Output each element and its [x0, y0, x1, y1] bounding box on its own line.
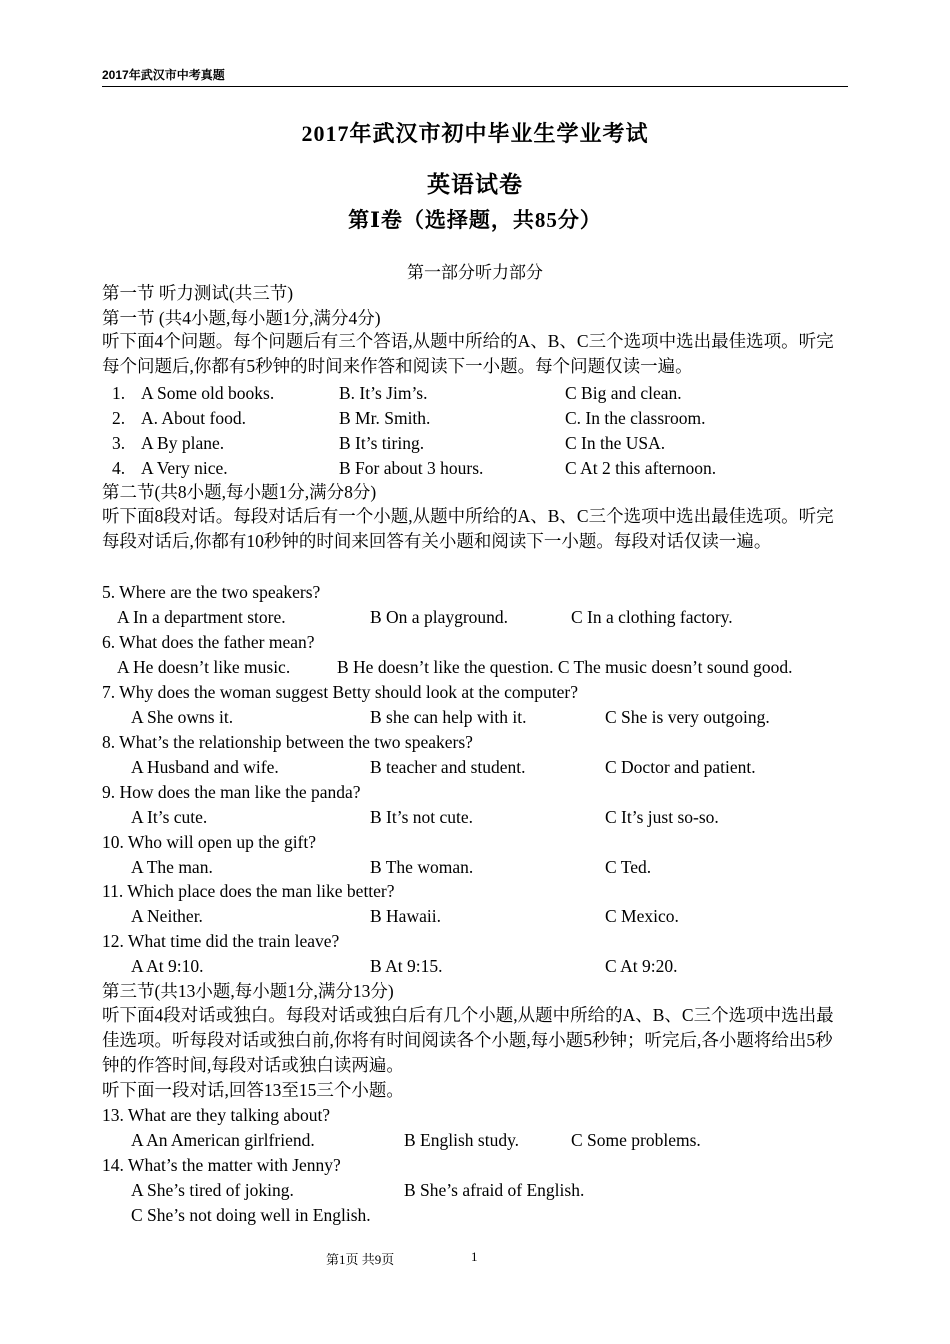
option-c: C Some problems.	[571, 1130, 701, 1150]
option-c: C Ted.	[605, 857, 652, 877]
option-b: B It’s not cute.	[370, 807, 474, 827]
option-b: B Mr. Smith.	[339, 408, 431, 428]
option-a: A Husband and wife.	[131, 757, 279, 777]
question-number: 1.	[112, 383, 126, 403]
option-c: C Big and clean.	[565, 383, 682, 403]
option-a: A She owns it.	[131, 707, 234, 727]
option-a: A Very nice.	[141, 458, 228, 478]
question-text: 6. What does the father mean?	[102, 632, 315, 652]
option-c: C In the USA.	[565, 433, 666, 453]
option-b: B Hawaii.	[370, 906, 441, 926]
option-a: A The man.	[131, 857, 213, 877]
option-b: B English study.	[404, 1130, 520, 1150]
option-b: B For about 3 hours.	[339, 458, 484, 478]
option-a: A It’s cute.	[131, 807, 208, 827]
page-info: 第1页 共9页	[326, 1252, 395, 1267]
option-c: C At 9:20.	[605, 956, 678, 976]
option-b-c: B He doesn’t like the question. C The music doesn’t sound good.	[337, 657, 793, 677]
volume-title: 第Ⅰ卷（选择题，共85分）	[348, 208, 602, 232]
option-a: A An American girlfriend.	[131, 1130, 315, 1150]
option-a: A Some old books.	[141, 383, 275, 403]
question-text: 7. Why does the woman suggest Betty should look at the computer?	[102, 682, 578, 702]
question-text: 9. How does the man like the panda?	[102, 782, 361, 802]
option-a: A At 9:10.	[131, 956, 204, 976]
question-text: 8. What’s the relationship between the two speakers?	[102, 732, 473, 752]
page-number: 1	[471, 1249, 478, 1264]
option-c: C She’s not doing well in English.	[131, 1205, 371, 1225]
option-b: B teacher and student.	[370, 757, 526, 777]
section1-heading: 第一节 (共4小题,每小题1分,满分4分)	[102, 308, 381, 328]
part-title: 第一部分听力部分	[407, 263, 543, 282]
option-a: A By plane.	[141, 433, 225, 453]
option-a: A In a department store.	[117, 607, 286, 627]
question-number: 4.	[112, 458, 126, 478]
page-header: 2017年武汉市中考真题	[102, 66, 848, 87]
sub-instruction: 听下面一段对话,回答13至15三个小题。	[102, 1080, 404, 1100]
section-main-heading: 第一节 听力测试(共三节)	[102, 283, 294, 303]
section3-instructions: 听下面4段对话或独白。每段对话或独白后有几个小题,从题中所给的A、B、C三个选项中选出最佳选项。听每段对话或独白前,你将有时间阅读各个小题,每小题5秒钟；听完后,各小题将给出5秒钟的作答时间,每段对话或独白读两遍。	[102, 1005, 834, 1075]
question-text: 5. Where are the two speakers?	[102, 582, 321, 602]
option-b: B She’s afraid of English.	[404, 1180, 585, 1200]
option-c: C. In the classroom.	[565, 408, 706, 428]
option-c: C It’s just so-so.	[605, 807, 719, 827]
section2-instructions: 听下面8段对话。每段对话后有一个小题,从题中所给的A、B、C三个选项中选出最佳选项。听完每段对话后,你都有10秒钟的时间来回答有关小题和阅读下一小题。每段对话仅读一遍。	[102, 506, 834, 551]
option-c: C Doctor and patient.	[605, 757, 756, 777]
section3-heading: 第三节(共13小题,每小题1分,满分13分)	[102, 981, 394, 1001]
question-text: 12. What time did the train leave?	[102, 931, 340, 951]
section1-instructions: 听下面4个问题。每个问题后有三个答语,从题中所给的A、B、C三个选项中选出最佳选项。听完每个问题后,你都有5秒钟的时间来作答和阅读下一小题。每个问题仅读一遍。	[102, 331, 834, 376]
question-text: 10. Who will open up the gift?	[102, 832, 317, 852]
question-text: 11. Which place does the man like better?	[102, 881, 395, 901]
option-b: B At 9:15.	[370, 956, 443, 976]
option-c: C She is very outgoing.	[605, 707, 770, 727]
option-c: C Mexico.	[605, 906, 679, 926]
option-a: A Neither.	[131, 906, 203, 926]
option-a: A He doesn’t like music.	[117, 657, 291, 677]
question-number: 2.	[112, 408, 126, 428]
option-b: B. It’s Jim’s.	[339, 383, 428, 403]
exam-subtitle: 英语试卷	[427, 172, 523, 197]
option-b: B It’s tiring.	[339, 433, 425, 453]
option-b: B she can help with it.	[370, 707, 527, 727]
section2-heading: 第二节(共8小题,每小题1分,满分8分)	[102, 482, 377, 502]
option-c: C At 2 this afternoon.	[565, 458, 717, 478]
option-c: C In a clothing factory.	[571, 607, 733, 627]
question-text: 14. What’s the matter with Jenny?	[102, 1155, 341, 1175]
option-b: B The woman.	[370, 857, 474, 877]
option-a: A. About food.	[141, 408, 246, 428]
option-a: A She’s tired of joking.	[131, 1180, 294, 1200]
question-number: 3.	[112, 433, 126, 453]
exam-title: 2017年武汉市初中毕业生学业考试	[301, 121, 649, 146]
question-text: 13. What are they talking about?	[102, 1105, 331, 1125]
option-b: B On a playground.	[370, 607, 509, 627]
